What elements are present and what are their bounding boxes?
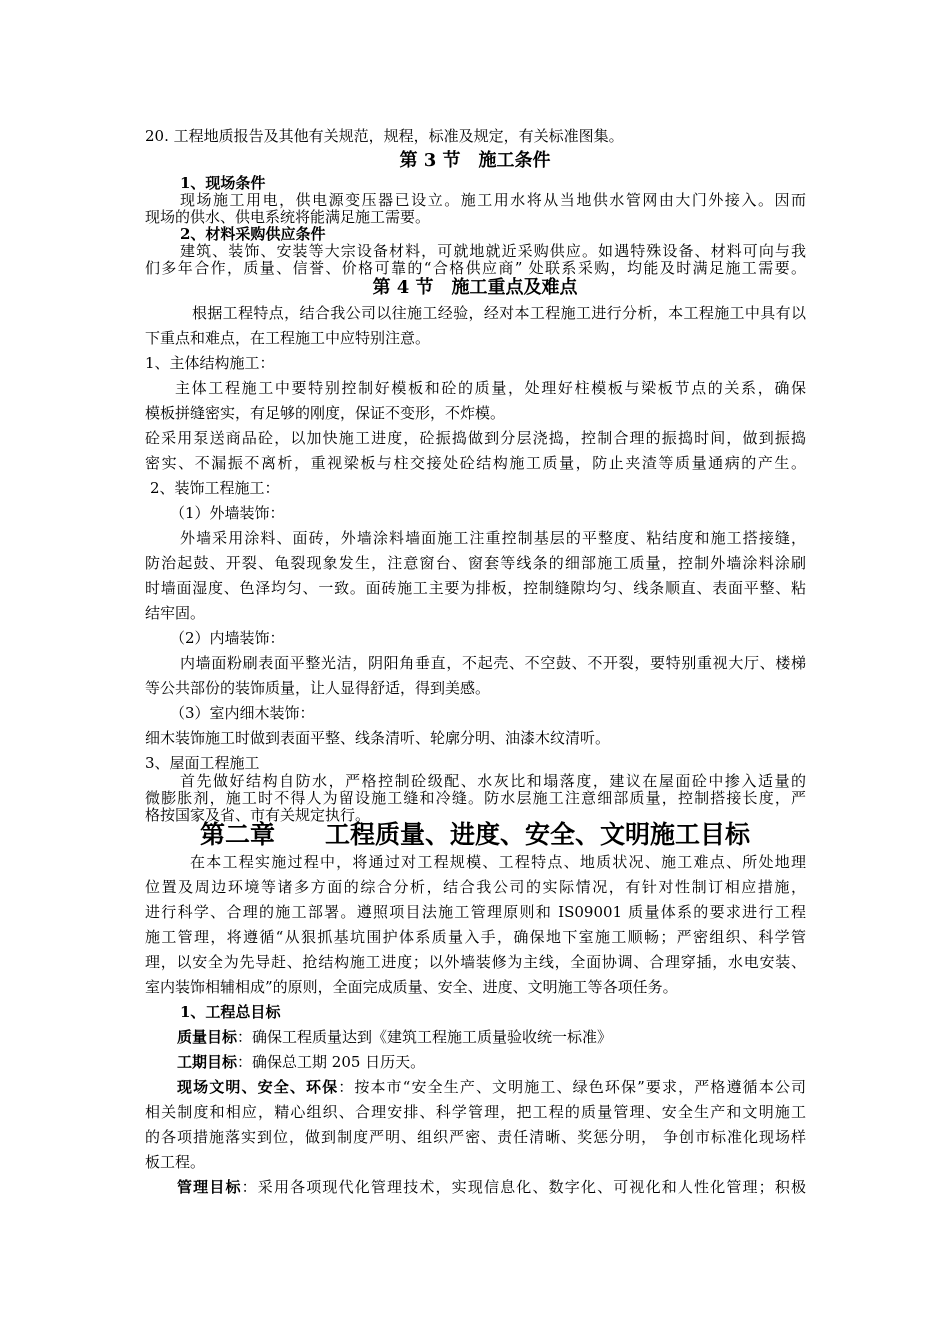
section-heading: 第 3 节 施工条件 <box>399 150 551 171</box>
text-line: 在本工程实施过程中，将通过对工程规模、工程特点、地质状况、施工难点、所处地理 <box>190 853 806 871</box>
text-line: 现场的供水、供电系统将能满足施工需要。 <box>145 208 431 226</box>
text-line: 砼采用泵送商品砼，以加快施工进度，砼振捣做到分层浇捣，控制合理的振捣时间，做到振捣 <box>145 429 806 447</box>
text-line: 格按国家及省、市有关规定执行。 <box>145 806 371 824</box>
section-heading: 第 4 节 施工重点及难点 <box>372 277 578 298</box>
text-line: 们多年合作，质量、信誉、价格可靠的“合格供应商” 处联系采购，均能及时满足施工需要。 <box>145 259 806 277</box>
text-value: ：确保工程质量达到《建筑工程施工质量验收统一标准》 <box>237 1028 613 1046</box>
chapter-heading: 第二章 工程质量、进度、安全、文明施工目标 <box>199 820 750 849</box>
text-line: 密实、不漏振不离析，重视梁板与柱交接处砼结构施工质量，防止夹渣等质量通病的产生。 <box>145 454 806 472</box>
text-line: 等公共部份的装饰质量，让人显得舒适，得到美感。 <box>145 679 491 697</box>
text-line: 细木装饰施工时做到表面平整、线条清听、轮廓分明、油漆木纹清听。 <box>145 729 611 747</box>
text-line: 微膨胀剂，施工时不得人为留设施工缝和冷缝。防水层施工注意细部质量，控制搭接长度，严 <box>145 789 806 807</box>
subheading: 1、工程总目标 <box>180 1003 281 1021</box>
text-line: 2、装饰工程施工： <box>150 479 280 497</box>
text-line: 防治起鼓、开裂、龟裂现象发生，注意窗台、窗套等线条的细部施工质量，控制外墙涂料涂刷 <box>145 554 806 572</box>
text-line: 主体工程施工中要特别控制好模板和砼的质量，处理好柱模板与梁板节点的关系，确保 <box>175 379 806 397</box>
text-line: （2）内墙装饰： <box>170 629 285 647</box>
text-value: ：采用各项现代化管理技术，实现信息化、数字化、可视化和人性化管理；积极 <box>241 1178 806 1196</box>
text-line: 的各项措施落实到位，做到制度严明、组织严密、责任清晰、奖惩分明， 争创市标准化现场样 <box>145 1128 806 1146</box>
text-line: 下重点和难点，在工程施工中应特别注意。 <box>145 329 431 347</box>
text-line: 室内装饰相辅相成”的原则，全面完成质量、安全、进度、文明施工等各项任务。 <box>145 978 678 996</box>
text-line: （1）外墙装饰： <box>170 504 285 522</box>
text-line: 模板拼缝密实，有足够的刚度，保证不变形，不炸模。 <box>145 404 506 422</box>
text-line: 内墙面粉刷表面平整光洁，阴阳角垂直，不起壳、不空鼓、不开裂，要特别重视大厅、楼梯 <box>180 654 806 672</box>
text-line <box>177 1052 425 1072</box>
text-line: 建筑、装饰、安装等大宗设备材料，可就地就近采购供应。如遇特殊设备、材料可向与我 <box>180 242 806 260</box>
label-quality-target: 质量目标 <box>177 1028 238 1046</box>
text-line: 板工程。 <box>145 1153 206 1171</box>
text-line <box>177 1027 612 1047</box>
label-site-civilization: 现场文明、安全、环保 <box>177 1078 339 1096</box>
subheading: 2、材料采购供应条件 <box>180 225 326 243</box>
label-management-target: 管理目标 <box>177 1178 242 1196</box>
text-line <box>177 1077 806 1097</box>
text-line: 3、屋面工程施工 <box>145 754 260 772</box>
text-line: 外墙采用涂料、面砖，外墙涂料墙面施工注重控制基层的平整度、粘结度和施工搭接缝， <box>180 529 806 547</box>
text-line: 1、主体结构施工： <box>145 354 275 372</box>
text-value: ：按本市“安全生产、文明施工、绿色环保”要求，严格遵循本公司 <box>338 1078 806 1096</box>
text-line: 首先做好结构自防水，严格控制砼级配、水灰比和塌落度，建议在屋面砼中掺入适量的 <box>180 772 806 790</box>
text-line <box>177 1177 806 1197</box>
text-line: 相关制度和相应，精心组织、合理安排、科学管理，把工程的质量管理、安全生产和文明施工 <box>145 1103 806 1121</box>
text-line: 理，以安全为先导赶、抢结构施工进度；以外墙装修为主线，全面协调、合理穿插，水电安装、 <box>145 953 806 971</box>
text-line: 结牢固。 <box>145 604 206 622</box>
text-line: 现场施工用电，供电源变压器已设立。施工用水将从当地供水管网由大门外接入。因而 <box>180 191 806 209</box>
text-value: ：确保总工期 205 日历天。 <box>237 1053 426 1071</box>
text-line: 时墙面湿度、色泽均匀、一致。面砖施工主要为排板，控制缝隙均匀、线条顺直、表面平整、粘 <box>145 579 806 597</box>
text-line: 进行科学、合理的施工部署。遵照项目法施工管理原则和 IS09001 质量体系的要求进行工程 <box>145 903 806 921</box>
subheading: 1、现场条件 <box>180 174 266 192</box>
text-line: 位置及周边环境等诸多方面的综合分析，结合我公司的实际情况，有针对性制订相应措施， <box>145 878 806 896</box>
text-line: （3）室内细木装饰： <box>170 704 315 722</box>
text-line: 根据工程特点，结合我公司以往施工经验，经对本工程施工进行分析，本工程施工中具有以 <box>192 304 806 322</box>
text-line: 施工管理，将遵循“从狠抓基坑围护体系质量入手，确保地下室施工顺畅；严密组织、科学管 <box>145 928 806 946</box>
label-schedule-target: 工期目标 <box>177 1053 238 1071</box>
text-line: 20. 工程地质报告及其他有关规范，规程，标准及规定，有关标准图集。 <box>145 127 624 145</box>
